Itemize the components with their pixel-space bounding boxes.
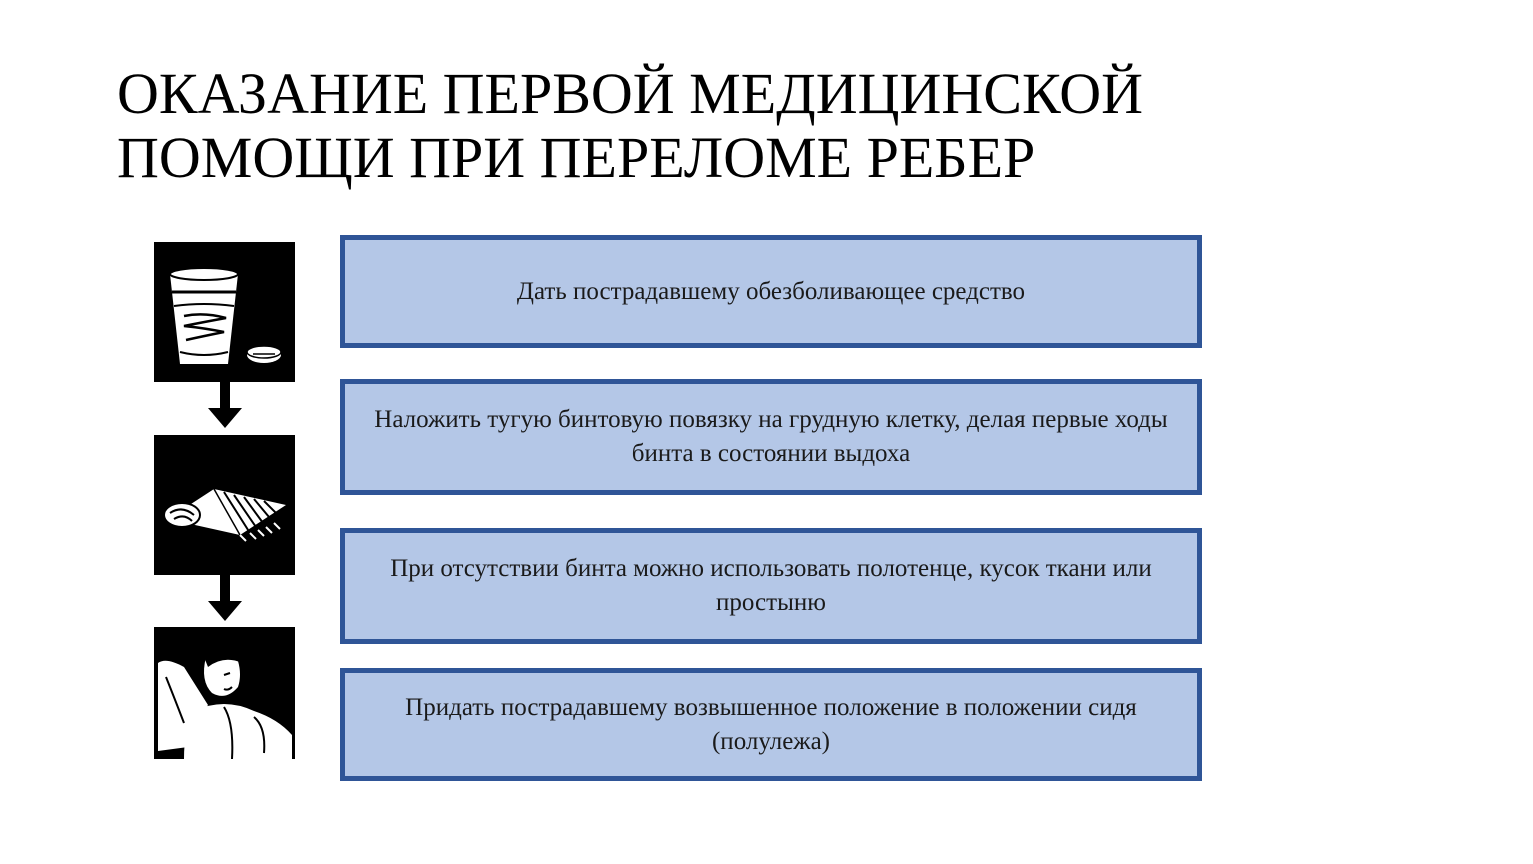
arrow-down-icon (208, 382, 242, 428)
step-text-3: При отсутствии бинта можно использовать полотенце, кусок ткани или простыню (390, 555, 1152, 616)
flow-arrow-2 (208, 575, 242, 621)
step-box-4 (340, 668, 1202, 781)
step-text-2: Наложить тугую бинтовую повязку на грудную клетку, делая первые ходы бинта в состоянии выдоха (374, 406, 1168, 467)
title-line-2: ПОМОЩИ ПРИ ПЕРЕЛОМЕ РЕБЕР (117, 125, 1036, 190)
glass-and-pill-icon (154, 242, 295, 382)
arrow-down-icon (208, 575, 242, 621)
step-box-1 (340, 235, 1202, 348)
pictogram-half-sitting (154, 627, 295, 759)
slide-title (117, 62, 1317, 190)
step-text-1: Дать пострадавшему обезболивающее средство (516, 277, 1026, 305)
pictogram-bandage (154, 435, 295, 575)
pictogram-painkiller (154, 242, 295, 382)
half-sitting-person-icon (154, 627, 295, 759)
step-text-4: Придать пострадавшему возвышенное положение в положении сидя (полулежа) (405, 693, 1137, 755)
title-line-1: ОКАЗАНИЕ ПЕРВОЙ МЕДИЦИНСКОЙ (117, 61, 1143, 126)
flow-arrow-1 (208, 382, 242, 428)
step-box-3 (340, 528, 1202, 644)
rolled-bandage-icon (154, 435, 295, 575)
step-box-2 (340, 379, 1202, 495)
